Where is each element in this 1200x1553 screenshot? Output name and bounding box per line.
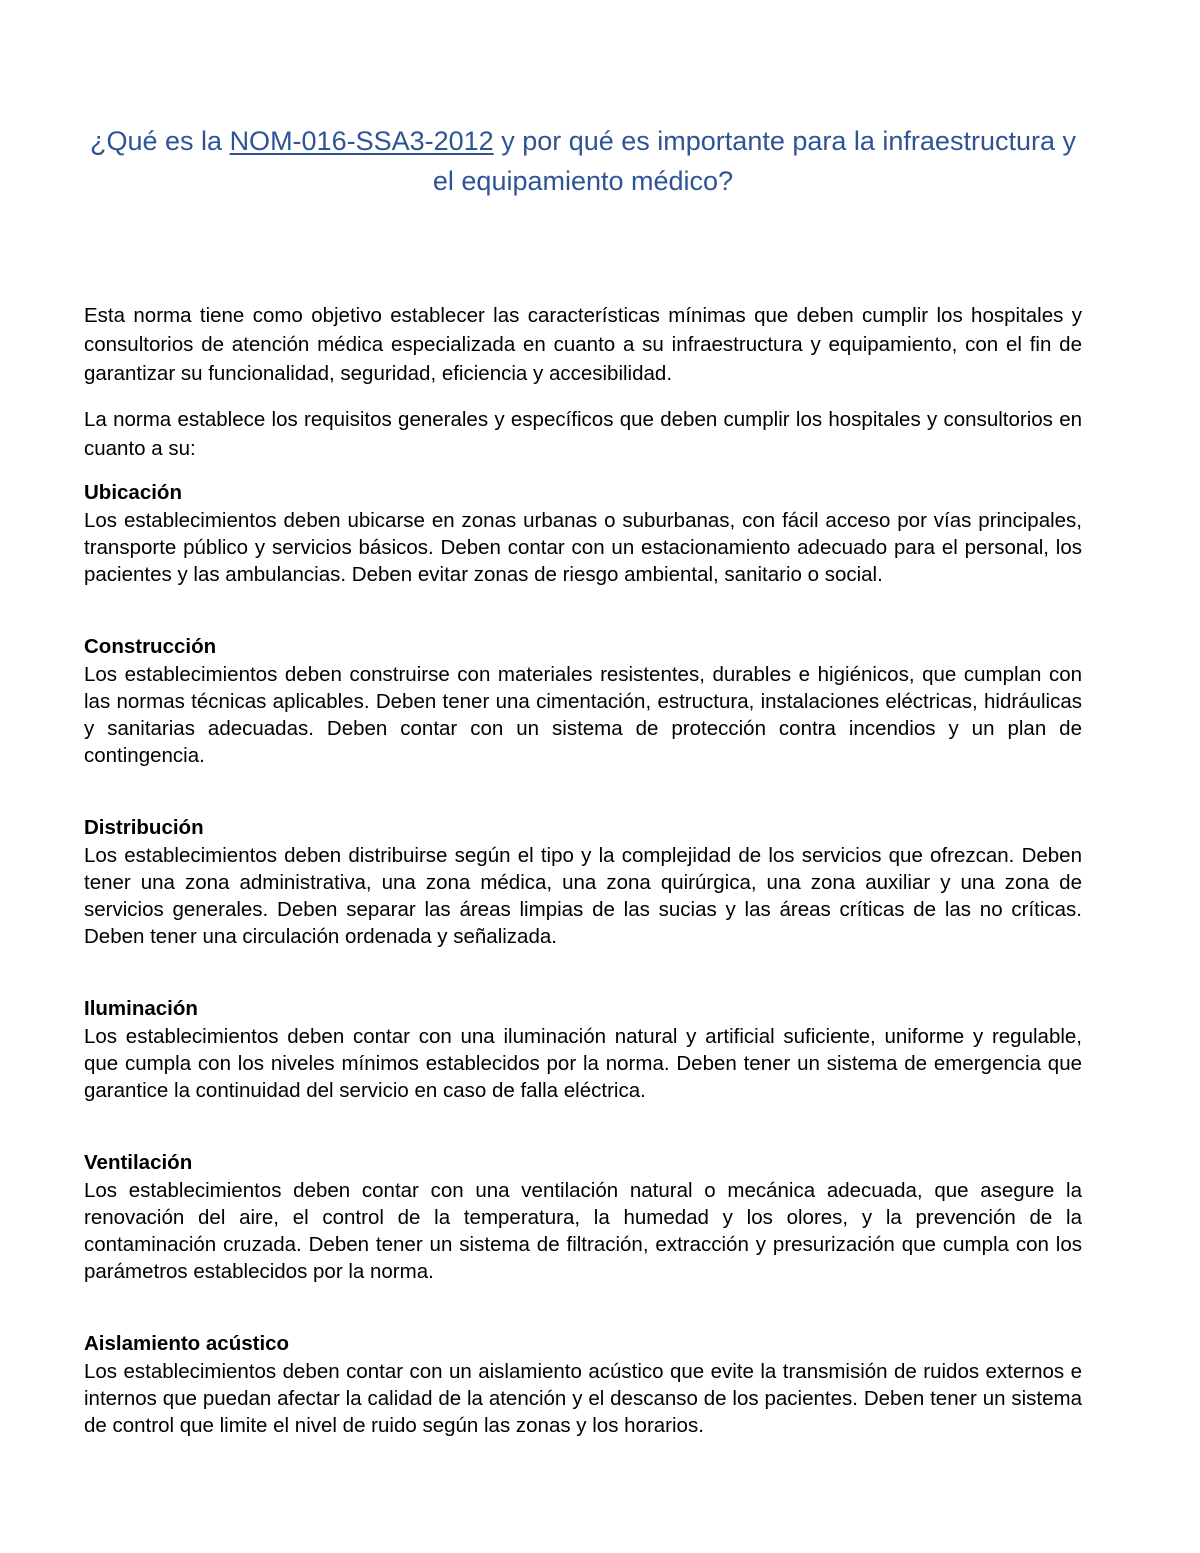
section-heading: Ubicación — [84, 481, 182, 504]
document-title — [84, 121, 1082, 201]
section-iluminacion — [84, 995, 1082, 1104]
section-ventilacion — [84, 1149, 1082, 1285]
section-construccion — [84, 633, 1082, 769]
section-body: Los establecimientos deben contar con un aislamiento acústico que evite la transmisión de ruidos externos e internos que puedan afectar la calidad de la atención y el descanso de los pacientes. Deben tener un sistema de control que limite el nivel de ruido según las zonas y los horarios. — [84, 1360, 1082, 1437]
document-page — [84, 0, 1082, 1439]
section-heading: Construcción — [84, 635, 217, 658]
section-distribucion — [84, 814, 1082, 950]
title-suffix: y por qué es importante para la infraestructura y el equipamiento médico? — [432, 126, 1076, 196]
intro-paragraph-2: La norma establece los requisitos generales y específicos que deben cumplir los hospitales y consultorios en cuanto a su: — [84, 408, 1082, 460]
section-body: Los establecimientos deben contar con una ventilación natural o mecánica adecuada, que asegure la renovación del aire, el control de la temperatura, la humedad y los olores, y la prevención de la contaminación cruzada. Deben tener un sistema de filtración, extracción y presurización que cumpla con los parámetros establecidos por la norma. — [84, 1179, 1082, 1283]
section-body: Los establecimientos deben distribuirse según el tipo y la complejidad de los servicios que ofrezcan. Deben tener una zona administrativa, una zona médica, una zona quirúrgica, una zona auxiliar y una zona de servicios generales. Deben separar las áreas limpias de las sucias y las áreas críticas de las no críticas. Deben tener una circulación ordenada y señalizada. — [84, 844, 1082, 948]
section-heading: Ventilación — [84, 1151, 193, 1174]
section-aislamiento-acustico — [84, 1330, 1082, 1439]
section-body: Los establecimientos deben ubicarse en zonas urbanas o suburbanas, con fácil acceso por vías principales, transporte público y servicios básicos. Deben contar con un estacionamiento adecuado para el personal, los pacientes y las ambulancias. Deben evitar zonas de riesgo ambiental, sanitario o social. — [84, 509, 1082, 586]
section-body: Los establecimientos deben contar con una iluminación natural y artificial suficiente, uniforme y regulable, que cumpla con los niveles mínimos establecidos por la norma. Deben tener un sistema de emergencia que garantice la continuidad del servicio en caso de falla eléctrica. — [84, 1025, 1082, 1102]
section-ubicacion — [84, 479, 1082, 588]
intro-paragraph-1: Esta norma tiene como objetivo establecer las características mínimas que deben cumplir los hospitales y consultorios de atención médica especializada en cuanto a su infraestructura y equipamiento, con el fin de garantizar su funcionalidad, seguridad, eficiencia y accesibilidad. — [84, 304, 1082, 385]
section-heading: Iluminación — [84, 997, 198, 1020]
title-prefix: ¿Qué es la — [90, 126, 230, 156]
nom-link[interactable]: NOM-016-SSA3-2012 — [229, 126, 494, 156]
section-heading: Aislamiento acústico — [84, 1332, 290, 1355]
section-body: Los establecimientos deben construirse con materiales resistentes, durables e higiénicos, que cumplan con las normas técnicas aplicables. Deben tener una cimentación, estructura, instalaciones eléctricas, hidráulicas y sanitarias adecuadas. Deben contar con un sistema de protección contra incendios y un plan de contingencia. — [84, 663, 1082, 767]
section-heading: Distribución — [84, 816, 204, 839]
